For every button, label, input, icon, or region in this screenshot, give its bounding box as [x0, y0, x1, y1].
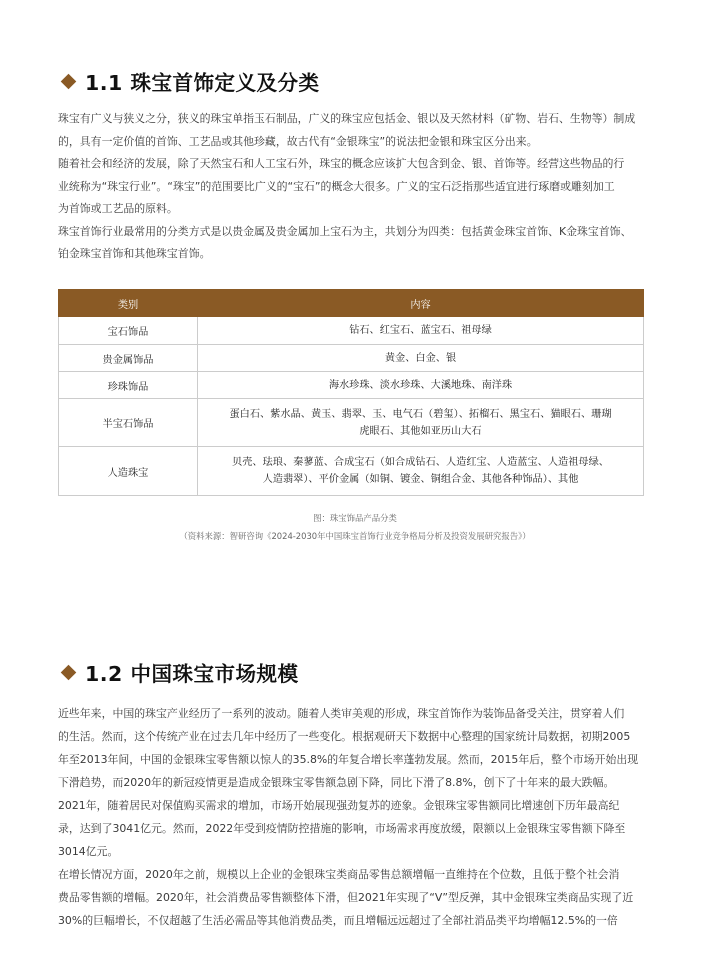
product-category-table [58, 289, 644, 496]
section-1-1-paragraph [58, 108, 650, 266]
content-cell [198, 345, 644, 372]
content-cell [198, 399, 644, 447]
section-heading-1-2 [58, 657, 298, 687]
content-line: 贝壳、珐琅、秦蓼蓝、合成宝石（如合成钻石、人造红宝、人造蓝宝、人造祖母绿、 [232, 457, 609, 468]
table-row [59, 317, 644, 345]
column-header-category: 类别 [59, 290, 198, 317]
diamond-bullet-icon [61, 73, 77, 89]
table-caption: 图：珠宝饰品产品分类 [313, 513, 397, 523]
text-line: 珠宝首饰行业最常用的分类方式是以贵金属及贵金属加上宝石为主，共划分为四类：包括黄金珠宝首饰、K金珠宝首饰、 [58, 224, 632, 238]
table-source: （资料来源：智研咨询《2024-2030年中国珠宝首饰行业竞争格局分析及投资发展研究报告》） [179, 531, 531, 541]
column-header-content: 内容 [198, 290, 644, 317]
table-row [59, 447, 644, 496]
table-row [59, 399, 644, 447]
content-line: 钻石、红宝石、蓝宝石、祖母绿 [349, 325, 492, 336]
content-line: 海水珍珠、淡水珍珠、大溪地珠、南洋珠 [328, 379, 513, 391]
category-cell: 珍珠饰品 [59, 372, 198, 399]
text-line: 在增长情况方面，2020年之前，规模以上企业的金银珠宝类商品零售总额增幅一直维持在个位数，且低于整个社会消 [58, 868, 620, 881]
content-cell [198, 372, 644, 399]
text-line: 随着社会和经济的发展，除了天然宝石和人工宝石外，珠宝的概念应该扩大包含到金、银、首饰等。经营这些物品的行 [58, 157, 625, 170]
content-line: 人造翡翠）、平价金属（如铜、镀金、铜组合金、其他各种饰品）、其他 [262, 474, 579, 485]
content-cell [198, 317, 644, 345]
text-line: 的生活。然而，这个传统产业在过去几年中经历了一些变化。根据观研天下数据中心整理的国家统计局数据，初期2005 [58, 730, 631, 743]
text-line: 珠宝有广义与狭义之分，狭义的珠宝单指玉石制品，广义的珠宝应包括金、银以及天然材料（矿物、岩石、生物等）制成 [58, 112, 636, 125]
text-line: 年至2013年间，中国的金银珠宝零售额以惊人的35.8%的年复合增长率蓬勃发展。然而，2015年后，整个市场开始出现 [58, 753, 639, 766]
text-line: 2021年，随着居民对保值购买需求的增加，市场开始展现强劲复苏的迹象。金银珠宝零售额同比增速创下历年最高纪 [58, 799, 620, 812]
text-line: 3014亿元。 [58, 845, 119, 858]
text-line: 铂金珠宝首饰和其他珠宝首饰。 [58, 247, 211, 260]
content-line: 黄金、白金、银 [384, 352, 457, 364]
category-cell: 半宝石饰品 [59, 399, 198, 447]
category-cell: 宝石饰品 [59, 317, 198, 345]
section-title: 1.2 中国珠宝市场规模 [85, 662, 299, 686]
category-cell: 人造珠宝 [59, 447, 198, 496]
content-line: 蛋白石、紫水晶、黄玉、翡翠、玉、电气石（碧玺）、拓榴石、黑宝石、猫眼石、珊瑚 [229, 408, 612, 420]
section-title: 1.1 珠宝首饰定义及分类 [85, 71, 320, 95]
diamond-bullet-icon [61, 664, 77, 680]
content-cell [198, 447, 644, 496]
text-line: 下滑趋势，而2020年的新冠疫情更是造成金银珠宝零售额急剧下降，同比下滑了8.8%，创下了十年来的最大跌幅。 [58, 776, 615, 789]
text-line: 业统称为“珠宝行业”。“珠宝”的范围要比广义的“宝石”的概念大很多。广义的宝石泛指那些适宜进行琢磨或雕刻加工 [58, 179, 615, 193]
table-header-row [59, 290, 644, 317]
text-line: 费品零售额的增幅。2020年，社会消费品零售额整体下滑，但2021年实现了“V”型反弹，其中金银珠宝类商品实现了近 [58, 891, 634, 904]
table-row [59, 345, 644, 372]
text-line: 30%的巨幅增长，不仅超越了生活必需品等其他消费品类，而且增幅远远超过了全部社消品类平均增幅12.5%的一倍 [58, 914, 618, 927]
category-cell: 贵金属饰品 [59, 345, 198, 372]
text-line: 录，达到了3041亿元。然而，2022年受到疫情防控措施的影响，市场需求再度放缓，限额以上金银珠宝零售额下降至 [58, 822, 626, 835]
section-heading-1-1 [58, 66, 319, 96]
text-line: 近些年来，中国的珠宝产业经历了一系列的波动。随着人类审美观的形成，珠宝首饰作为装饰品备受关注，贯穿着人们 [58, 707, 625, 720]
content-line: 虎眼石、其他如亚历山大石 [359, 425, 482, 437]
section-1-2-paragraph [58, 702, 650, 932]
table-row [59, 372, 644, 399]
text-line: 为首饰或工艺品的原料。 [58, 202, 178, 215]
text-line: 的，具有一定价值的首饰、工艺品或其他珍藏，故古代有“金银珠宝”的说法把金银和珠宝区分出来。 [58, 134, 538, 148]
